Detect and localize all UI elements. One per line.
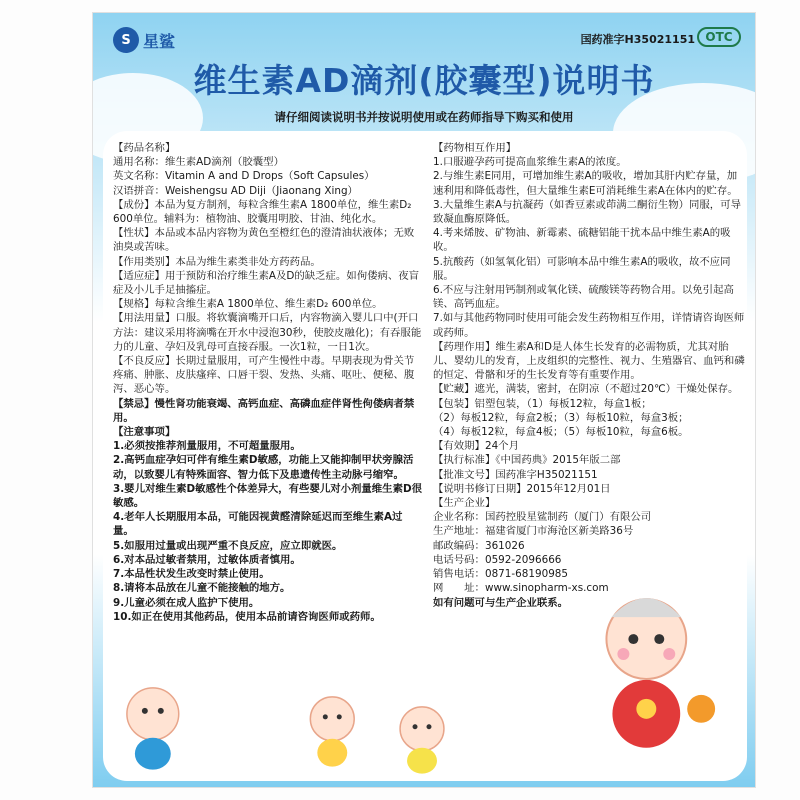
leaflet-paragraph: 【禁忌】慢性肾功能衰竭、高钙血症、高磷血症伴肾性佝偻病者禁用。 [113, 397, 415, 424]
leaflet-paragraph: 英文名称：Vitamin A and D Drops（Soft Capsules） [113, 170, 375, 183]
leaflet-paragraph: 5.如服用过量或出现严重不良反应，应立即就医。 [113, 539, 343, 552]
leaflet-paragraph: 2.与维生素E同用，可增加维生素A的吸收，增加其肝内贮存量，加速利用和降低毒性，但大量维生素E可消耗维生素A在体内的贮存。 [433, 170, 738, 197]
leaflet-paragraph: 【说明书修订日期】2015年12月01日 [433, 482, 611, 495]
brand-name: 星鲨 [143, 31, 176, 51]
leaflet-paragraph: 【适应症】用于预防和治疗维生素A及D的缺乏症。如佝偻病、夜盲症及小儿手足抽搐症。 [113, 269, 420, 297]
leaflet-paragraph: 5.抗酸药（如氢氧化铝）可影响本品中维生素A的吸收，故不应同服。 [433, 255, 731, 282]
leaflet-paragraph: 6.对本品过敏者禁用，过敏体质者慎用。 [113, 553, 301, 566]
leaflet-paragraph: 生产地址：福建省厦门市海沧区新美路36号 [433, 525, 634, 538]
leaflet-paragraph: 【注意事项】 [113, 426, 176, 439]
leaflet-paragraph: 9.儿童必须在成人监护下使用。 [113, 596, 260, 609]
leaflet-paragraph: 【作用类别】本品为维生素类非处方药药品。 [113, 255, 321, 268]
leaflet-sheet [92, 12, 756, 788]
leaflet-paragraph: 【成份】本品为复方制剂，每粒含维生素A 1800单位，维生素D₂ 600单位。辅料为：植物油、胶囊用明胶、甘油、纯化水。 [113, 198, 412, 226]
leaflet-paragraph: 7.如与其他药物同时使用可能会发生药物相互作用，详情请咨询医师或药师。 [433, 312, 745, 339]
left-text-column [113, 141, 423, 624]
right-text-column [433, 141, 745, 610]
leaflet-paragraph: 【不良反应】长期过量服用，可产生慢性中毒。早期表现为骨关节疼痛、肿胀、皮肤瘙痒、口唇干裂、发热、头痛、呕吐、便秘、腹泻、恶心等。 [113, 355, 415, 396]
leaflet-paragraph: （2）每板12粒，每盒2板；（3）每板10粒，每盒3板； [433, 411, 689, 424]
leaflet-paragraph: 电话号码：0592-2096666 [433, 553, 562, 566]
leaflet-paragraph: 【药品名称】 [113, 142, 176, 154]
leaflet-paragraph: 【规格】每粒含维生素A 1800单位、维生素D₂ 600单位。 [113, 298, 383, 311]
leaflet-paragraph: 4.老年人长期服用本品，可能因视黄醛清除延迟而至维生素A过量。 [113, 511, 403, 538]
leaflet-subtitle: 请仔细阅读说明书并按说明使用或在药师指导下购买和使用 [274, 110, 574, 124]
otc-badge: OTC [697, 27, 741, 47]
leaflet-paragraph: （4）每板12粒，每盒4板；（5）每板10粒，每盒6板。 [433, 426, 689, 439]
leaflet-paragraph: 1.口服避孕药可提高血浆维生素A的浓度。 [433, 156, 627, 169]
leaflet-paragraph: 【药理作用】维生素A和D是人体生长发育的必需物质，尤其对胎儿、婴幼儿的发育，上皮组织的完整性、视力、生殖器官、血钙和磷的恒定、骨骼和牙的生长发育等有重要作用。 [433, 340, 745, 382]
leaflet-paragraph: 【药物相互作用】 [433, 142, 517, 154]
leaflet-paragraph: 销售电话：0871-68190985 [433, 568, 569, 581]
leaflet-paragraph: 【批准文号】国药准字H35021151 [433, 468, 598, 481]
leaflet-paragraph: 通用名称：维生素AD滴剂（胶囊型） [113, 156, 284, 169]
leaflet-paragraph: 6.不应与注射用钙制剂或氧化镁、硫酸镁等药物合用。以免引起高镁、高钙血症。 [433, 284, 734, 311]
leaflet-paragraph: 企业名称：国药控股星鲨制药（厦门）有限公司 [433, 511, 652, 524]
brand [113, 27, 175, 53]
leaflet-title: 维生素AD滴剂(胶囊型)说明书 [193, 61, 655, 100]
leaflet-paragraph: 【用法用量】口服。将软囊滴嘴开口后，内容物滴入婴儿口中(开口方法：建议采用将滴嘴在开水中浸泡30秒，使胶皮融化)；有吞服能力的儿童、孕妇及乳母可直接吞服。一次1粒，一日1次。 [113, 312, 422, 353]
leaflet-paragraph: 8.请将本品放在儿童不能接触的地方。 [113, 582, 291, 595]
leaflet-paragraph: 邮政编码：361026 [433, 539, 525, 552]
leaflet-paragraph: 10.如正在使用其他药品，使用本品前请咨询医师或药师。 [113, 610, 381, 623]
leaflet-paragraph: 【贮藏】遮光，满装，密封，在阴凉（不超过20℃）干燥处保存。 [433, 383, 739, 396]
leaflet-paragraph: 【执行标准】《中国药典》2015年版二部 [433, 454, 621, 467]
leaflet-paragraph: 3.婴儿对维生素D敏感性个体差异大，有些婴儿对小剂量维生素D很敏感。 [113, 482, 422, 510]
shark-logo-icon: S [113, 27, 139, 53]
leaflet-paragraph: 如有问题可与生产企业联系。 [433, 596, 569, 609]
approval-number: 国药准字H35021151 [580, 33, 695, 46]
leaflet-header [93, 13, 755, 131]
leaflet-paragraph: 7.本品性状发生改变时禁止使用。 [113, 568, 270, 581]
leaflet-paragraph: 汉语拼音：Weishengsu AD Diji（Jiaonang Xing） [113, 184, 358, 197]
leaflet-paragraph: 【有效期】24个月 [433, 440, 519, 453]
leaflet-paragraph: 3.大量维生素A与抗凝药（如香豆素或茚满二酮衍生物）同服，可导致凝血酶原降低。 [433, 198, 741, 226]
leaflet-paragraph: 【性状】本品或本品内容物为黄色至橙红色的澄清油状液体；无败油臭或苦味。 [113, 227, 415, 254]
leaflet-paragraph: 【生产企业】 [433, 497, 496, 510]
leaflet-paragraph: 1.必须按推荐剂量服用，不可超量服用。 [113, 440, 301, 453]
leaflet-paragraph: 网 址：www.sinopharm-xs.com [433, 582, 609, 595]
leaflet-paragraph: 【包装】铝塑包装，（1）每板12粒，每盒1板； [433, 397, 652, 410]
leaflet-paragraph: 2.高钙血症孕妇可伴有维生素D敏感，功能上又能抑制甲状旁腺活动，以致婴儿有特殊面容、智力低下及患遗传性主动脉弓缩窄。 [113, 454, 414, 481]
leaflet-paragraph: 4.考来烯胺、矿物油、新霉素、硫糖铝能干扰本品中维生素A的吸收。 [433, 227, 731, 254]
